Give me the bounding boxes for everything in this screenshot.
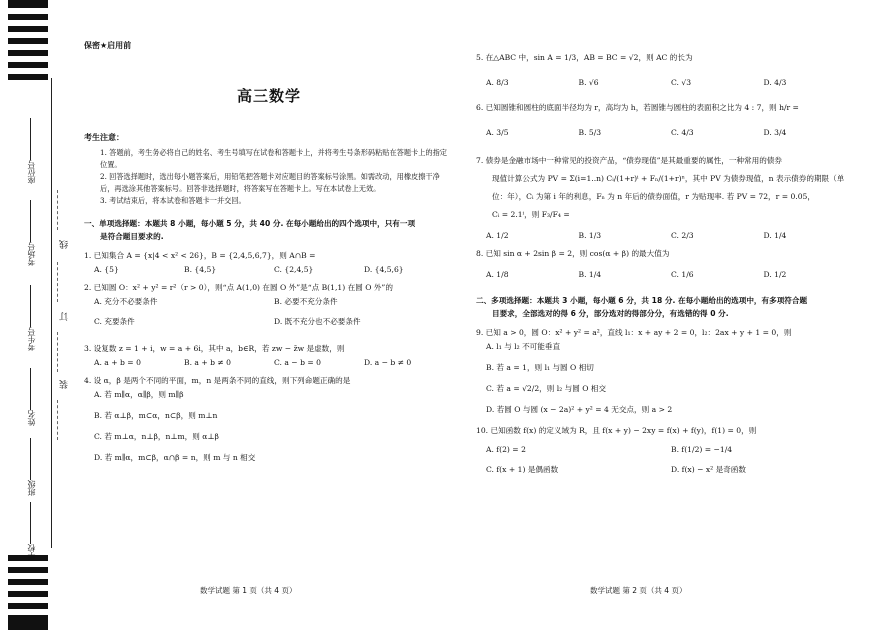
option: B. 若 α⊥β，m⊂α，n⊂β，则 m⊥n <box>94 411 218 420</box>
page-1 <box>84 40 454 473</box>
page-title: 高三数学 <box>236 87 301 105</box>
option: D. f(x) − x² 是奇函数 <box>671 465 746 474</box>
notice-item: 3. 考试结束后，将本试卷和答题卡一并交回。 <box>100 196 246 205</box>
question-3-options <box>84 357 454 368</box>
field-student-no: 考生号 <box>26 285 37 351</box>
binding-dash <box>57 332 58 372</box>
option: C. 2/3 <box>671 231 694 240</box>
option: B. {4,5} <box>184 265 217 274</box>
option: D. 1/2 <box>763 270 787 279</box>
option: D. 若 m∥α，m⊂β，α∩β = n，则 m 与 n 相交 <box>94 453 256 462</box>
option: D. 3/4 <box>763 128 787 137</box>
secret-label: 保密★启用前 <box>84 41 132 50</box>
binding-dash <box>57 400 58 440</box>
question-7-options <box>476 230 856 241</box>
option: A. 充分不必要条件 <box>94 297 158 306</box>
option: B. 5/3 <box>578 128 602 137</box>
page-1-footer: 数学试题 第 1 页（共 4 页） <box>200 586 297 595</box>
question-10-options <box>476 444 856 484</box>
option: B. 若 a = 1，则 l₁ 与圆 O 相切 <box>486 363 594 372</box>
notice-item: 1. 答题前，考生务必将自己的姓名、考生号填写在试卷和答题卡上，并将考生号条形码粘贴在答题卡上的指定位置。 <box>100 148 447 169</box>
question-7-line: 7. 债券是金融市场中一种常见的投资产品，“债券现值”是其最重要的属性，一种常用的债券 <box>476 156 782 165</box>
field-room: 考场号 <box>26 200 37 266</box>
option: A. 8/3 <box>486 78 509 87</box>
question-7-line: Cᵢ = 2.1ⁱ，则 F₃/F₄ = <box>492 210 570 219</box>
question-1: 1. 已知集合 A = {x|4 < x² < 26}，B = {2,4,5,6,7}，则 A∩B = <box>84 251 316 260</box>
question-2-options <box>84 296 454 336</box>
option: D. 若圆 O 与圆 (x − 2a)² + y² = 4 无交点，则 a > 2 <box>486 405 673 414</box>
notice-heading: 考生注意： <box>84 133 124 142</box>
option: C. a − b = 0 <box>274 358 321 367</box>
option: A. 若 m∥α，α∥β，则 m∥β <box>94 390 184 399</box>
option: A. 1/2 <box>486 231 509 240</box>
field-school: 学校 <box>26 502 37 560</box>
option: B. √6 <box>578 78 599 87</box>
question-6: 6. 已知圆锥和圆柱的底面半径均为 r，高均为 h，若圆锥与圆柱的表面积之比为 4 : 7，则 h/r = <box>476 103 799 112</box>
field-name: 姓名 <box>26 368 37 426</box>
binding-mark-line: 线 <box>60 240 70 249</box>
question-10: 10. 已知函数 f(x) 的定义域为 R，且 f(x + y) − 2xy = f(x) + f(y)，f(1) = 0，则 <box>476 426 757 435</box>
question-9-options <box>476 341 856 415</box>
section-1-heading: 一、单项选择题：本题共 8 小题，每小题 5 分，共 40 分. 在每小题给出的四个选项中，只有一项 是符合题目要求的. <box>84 219 416 241</box>
option: B. 必要不充分条件 <box>274 297 338 306</box>
option: A. l₁ 与 l₂ 不可能垂直 <box>486 342 561 351</box>
option: C. 充要条件 <box>94 317 135 326</box>
question-4-options <box>84 389 454 463</box>
option: A. f(2) = 2 <box>486 445 526 454</box>
option: D. a − b ≠ 0 <box>364 358 412 367</box>
question-9: 9. 已知 a > 0，圆 O：x² + y² = a²，直线 l₁：x + ay + 2 = 0，l₂：2ax + y + 1 = 0，则 <box>476 328 792 337</box>
option: D. {4,5,6} <box>364 265 404 274</box>
option: A. 1/8 <box>486 270 509 279</box>
option: C. f(x + 1) 是偶函数 <box>486 465 559 474</box>
question-5: 5. 在△ABC 中，sin A = 1/3，AB = BC = √2，则 AC 的长为 <box>476 53 693 62</box>
option: D. 1/4 <box>763 231 787 240</box>
binding-dash <box>57 262 58 302</box>
question-7-line: 现值计算公式为 PV = Σ(i=1..n) Cᵢ/(1+r)ⁱ + Fₙ/(1+r)ⁿ，其中 PV 为债券现值，n 表示债券的期限（单 <box>492 174 845 183</box>
question-3: 3. 设复数 z = 1 + i，w = a + 6i，其中 a，b∈R，若 zw − z̄w 是虚数，则 <box>84 344 345 353</box>
option: B. a + b ≠ 0 <box>184 358 232 367</box>
question-7 <box>476 152 856 224</box>
option: B. f(1/2) = −1/4 <box>671 445 733 454</box>
binding-dash <box>57 190 58 230</box>
question-8: 8. 已知 sin α + 2sin β = 2，则 cos(α + β) 的最大值为 <box>476 249 670 258</box>
option: C. 4/3 <box>671 128 694 137</box>
question-2: 2. 已知圆 O：x² + y² = r²（r > 0），则“点 A(1,0) 在圆 O 外”是“点 B(1,1) 在圆 O 外”的 <box>84 283 393 292</box>
option: C. √3 <box>671 78 692 87</box>
question-4: 4. 设 α，β 是两个不同的平面，m，n 是两条不同的直线，则下列命题正确的是 <box>84 376 351 385</box>
option: C. 若 m⊥α，n⊥β，n⊥m，则 α⊥β <box>94 432 219 441</box>
field-class: 班级 <box>26 438 37 496</box>
question-6-options <box>476 127 856 138</box>
section-2-heading: 二、多项选择题：本题共 3 小题，每小题 6 分，共 18 分. 在每小题给出的选项中，有多项符合题 目要求，全部选对的得 6 分，部分选对的得部分分，有选错的得 0 分. <box>476 296 808 318</box>
field-seat: 座位号 <box>26 118 37 184</box>
page-2 <box>476 40 856 484</box>
notice-item: 2. 回答选择题时，选出每小题答案后，用铅笔把答题卡对应题目的答案标号涂黑。如需改动，用橡皮擦干净后，再选涂其他答案标号。回答非选择题时，将答案写在答题卡上。写在本试卷上无效。 <box>100 172 440 193</box>
binding-mark-bind: 装 <box>60 380 70 389</box>
binding-line <box>51 78 52 548</box>
option: B. 1/4 <box>578 270 602 279</box>
question-1-options <box>84 264 454 275</box>
option: D. 既不充分也不必要条件 <box>274 317 361 326</box>
option: A. 3/5 <box>486 128 509 137</box>
option: C. 1/6 <box>671 270 694 279</box>
question-7-line: 位：年），Cᵢ 为第 i 年的利息，Fₙ 为 n 年后的债券面值，r 为贴现率. 若 PV = 72，r = 0.05， <box>492 192 815 201</box>
page-2-footer: 数学试题 第 2 页（共 4 页） <box>590 586 687 595</box>
option: A. a + b = 0 <box>94 358 141 367</box>
binding-mark-order: 订 <box>60 312 70 321</box>
option: A. {5} <box>94 265 119 274</box>
question-5-options <box>476 77 856 88</box>
option: D. 4/3 <box>763 78 787 87</box>
option: C. {2,4,5} <box>274 265 314 274</box>
option: B. 1/3 <box>578 231 602 240</box>
option: C. 若 a = √2/2，则 l₂ 与圆 O 相交 <box>486 384 607 393</box>
question-8-options <box>476 269 856 280</box>
